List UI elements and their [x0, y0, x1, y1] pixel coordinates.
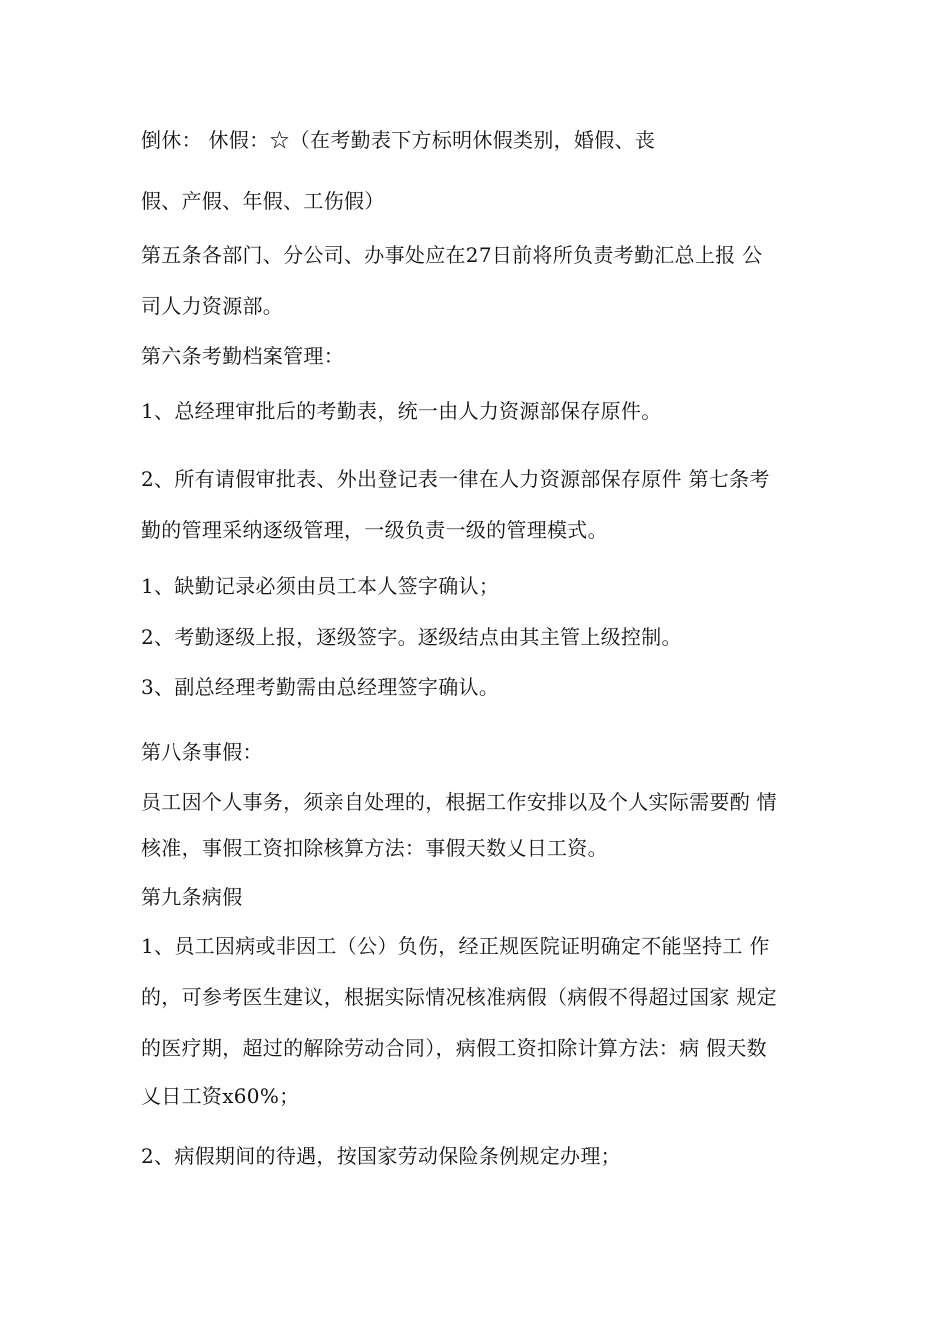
text-line-9: 1、缺勤记录必须由员工本人签字确认；	[141, 574, 500, 598]
text-line-13: 员工因个人事务，须亲自处理的，根据工作安排以及个人实际需要酌 情	[141, 790, 777, 814]
text-line-6: 1、总经理审批后的考勤表，统一由人力资源部保存原件。	[141, 399, 662, 423]
text-line-16: 1、员工因病或非因工（公）负伤，经正规医院证明确定不能坚持工 作	[141, 934, 770, 958]
text-line-10: 2、考勤逐级上报，逐级签字。逐级结点由其主管上级控制。	[141, 625, 682, 649]
text-line-19: 乂日工资x60%；	[141, 1084, 300, 1108]
text-line-7: 2、所有请假审批表、外出登记表一律在人力资源部保存原件 第七条考	[141, 467, 770, 491]
text-line-3: 第五条各部门、分公司、办事处应在27日前将所负责考勤汇总上报 公	[141, 243, 763, 267]
text-line-5: 第六条考勤档案管理：	[141, 344, 344, 368]
text-line-15: 第九条病假	[141, 885, 243, 909]
text-line-8: 勤的管理采纳逐级管理，一级负责一级的管理模式。	[141, 518, 608, 542]
text-line-14: 核准，事假工资扣除核算方法：事假天数乂日工资。	[141, 836, 608, 860]
text-line-17: 的，可参考医生建议，根据实际情况核准病假（病假不得超过国家 规定	[141, 985, 777, 1009]
text-line-1: 倒休： 休假：☆（在考勤表下方标明休假类别，婚假、丧	[141, 128, 656, 152]
text-line-2: 假、产假、年假、工伤假）	[141, 189, 385, 213]
text-line-12: 第八条事假：	[141, 740, 263, 764]
text-line-20: 2、病假期间的待遇，按国家劳动保险条例规定办理；	[141, 1144, 621, 1168]
text-line-18: 的医疗期，超过的解除劳动合同），病假工资扣除计算方法：病 假天数	[141, 1036, 767, 1060]
text-line-11: 3、副总经理考勤需由总经理签字确认。	[141, 675, 500, 699]
text-line-4: 司人力资源部。	[141, 294, 284, 318]
